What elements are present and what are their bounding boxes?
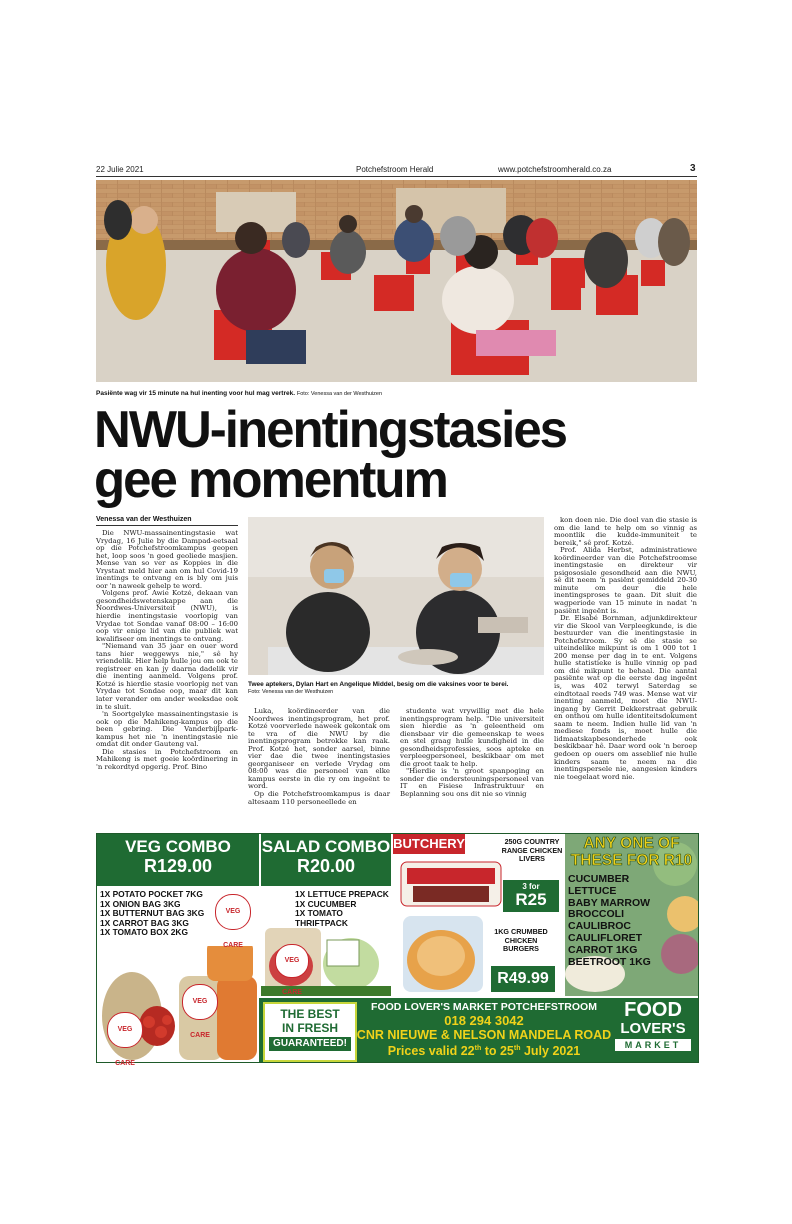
website: www.potchefstroomherald.co.za <box>498 165 612 174</box>
prices-validity <box>359 1044 609 1058</box>
col1-paragraph: Die stasies in Potchefstroom en Mahikeng is met goeie koördinering in 'n rekordtyd opgerig. Prof. Bino <box>96 747 238 771</box>
inset-caption-credit: Foto: Venessa van der Westhuizen <box>248 688 334 695</box>
store-info-strip <box>259 998 698 1062</box>
veg-combo-item: 1X BUTTERNUT BAG 3KG <box>100 908 205 919</box>
veg-combo-item: 1X ONION BAG 3KG <box>100 898 181 909</box>
top-caption-text: Pasiënte wag vir 15 minute na hul inenting voor hul mag vertrek. <box>96 390 296 397</box>
col3-paragraph: studente wat vrywillig met die hele inentingsprogram help. "Die universiteit sien hierdie as 'n geleentheid om diensbaar vir die gemeenskap te wees en stel graag hulle kundigheid in die gesondheidsprofessies, soos apteke en verpleegpersoneel, beskikbaar om met die groot taak te help. <box>400 707 544 768</box>
any-one-title-2: THESE FOR R10 <box>570 852 693 869</box>
article-column-2 <box>248 708 390 806</box>
veg-combo-item: 1X POTATO POCKET 7KG <box>100 889 203 899</box>
butchery-label: BUTCHERY <box>393 834 465 854</box>
food-lovers-logo <box>611 1000 695 1060</box>
validity-prefix: Prices valid 22 <box>387 1044 475 1058</box>
any-one-title-1: ANY ONE OF <box>583 835 680 852</box>
article-column-3 <box>400 708 544 799</box>
veg-combo-title: VEG COMBO <box>125 837 231 856</box>
validity-sup-2: th <box>513 1044 521 1052</box>
food-lovers-advert <box>96 833 699 1067</box>
col1-paragraph: Die NWU-massainentingstasie wat Vrydag, 16 Julie by die Dampad-eetsaal op die Potchefstroomkampus geopen het, loop soos 'n goed geoliede masjien. Mense van so ver as Koppies in die Vrystaat meld hier aan om hul Covid-19 inentings te ontvang en is bly om juis oor 'n naweek gehelp te word. <box>96 529 238 590</box>
livers-deal: 3 for <box>522 882 540 891</box>
veg-combo-panel <box>97 834 259 1067</box>
headline-line-1: NWU-inentingstasies <box>94 399 567 458</box>
col3-paragraph: "Hierdie is 'n groot spanpoging en sonder die ondersteuningspersoneel van IT en Fisiese Infrastruktuur en Beplanning sou ons dit nie so vinnig <box>400 767 544 799</box>
inset-caption-text: Twee aptekers, Dylan Hart en Angelique Middel, besig om die vaksines voor te berei. <box>248 681 509 688</box>
col2-paragraph: Op die Potchefstroomkampus is daar altesaam 110 personeellede en <box>248 790 390 806</box>
any-one-panel <box>565 834 698 996</box>
pharmacists-photo <box>248 517 544 675</box>
butchery-panel <box>393 834 563 996</box>
any-one-item: CUCUMBER <box>568 873 630 885</box>
col4-paragraph: kon doen nie. Die doel van die stasie is om die land te help om so vinnig as moontlik die kudde-immuniteit te bereik," sê prof. Kotzé. <box>554 516 697 547</box>
col1-paragraph: Volgens prof. Awie Kotzé, dekaan van gesondheidswetenskappe aan die Noordwes-Universiteit (NWU), is hierdie inentingstasie voorlopig van Vrydae tot Sondae vanaf 08:00 – 16:00 oop vir enige lid van die publiek wat kwalifiseer om inentings te ontvang. <box>96 589 238 643</box>
col4-paragraph: Dr. Elsabé Bornman, adjunkdirekteur vir die Skool van Verpleegkunde, is die bestuurder van die inentingstasie in Potchefstroom. Sy sê die stasie se uiteindelike mikpunt is om 1 000 tot 1 200 mense per dag in te ent. Volgens hulle statistieke is hulle vinnig op pad om dié mikpunt te behaal. Die aantal pasiënte wat op die eerste dag ingeënt is, was 402 terwyl Saterdag se eindtotaal reeds 749 was. Mense wat vir inenting aanmeld, moet die NWU-ingang by Gerrit Dekkerstraat gebruik en onthou om hulle identiteitsdokument saam te neem. Indien hulle lid van 'n mediese fonds is, moet hulle die lidmaatskapbesonderhede ook beskikbaar hê. Daar word ook 'n beroep gedoen op ouers om asseblief nie hulle kinders saam te neem na die inentingspersele nie, aangesien kinders nie toegelaat word nie. <box>554 614 697 781</box>
livers-price: R25 <box>515 890 547 909</box>
article-column-1 <box>96 530 238 772</box>
any-one-item: BEETROOT 1KG <box>568 955 651 968</box>
any-one-item: BROCCOLI <box>568 908 624 921</box>
livers-price-box <box>503 880 559 912</box>
salad-combo-banner <box>261 834 391 886</box>
veg-combo-item: 1X CARROT BAG 3KG <box>100 917 189 928</box>
store-name: FOOD LOVER'S MARKET POTCHEFSTROOM <box>371 1001 597 1013</box>
headline-line-2: gee momentum <box>94 449 447 508</box>
store-phone: 018 294 3042 <box>444 1013 524 1028</box>
salad-combo-panel <box>261 834 391 996</box>
validity-suffix: July 2021 <box>520 1044 581 1058</box>
logo-line-3: MARKET <box>615 1039 691 1051</box>
byline: Venessa van der Westhuizen <box>96 516 192 523</box>
any-one-item: CARROT 1KG <box>568 943 638 956</box>
veg-care-badge: VEG CARE <box>182 984 218 1020</box>
store-address: CNR NIEUWE & NELSON MANDELA ROAD <box>356 1028 612 1042</box>
any-one-item: CAULIBROC <box>568 920 631 933</box>
newspaper-name: Potchefstroom Herald <box>356 165 434 174</box>
veg-care-badge: VEG CARE <box>215 894 251 930</box>
header-rule <box>96 176 697 177</box>
col4-paragraph: Prof. Alida Herbst, administratiewe koördineerder van die Potchefstroomse inentingstasie en direkteur vir psigososiale gesondheid aan die NWU, sê dit neem 'n pasiënt gemiddeld 20-30 minute om deur die hele inentingsproses te gaan. Dit sluit die wagperiode van 15 minute in nadat 'n pasiënt ingeënt is. <box>554 546 697 615</box>
any-one-item: LETTUCE <box>568 884 617 897</box>
salad-combo-price: R20.00 <box>296 856 356 876</box>
burgers-description: 1KG CRUMBED CHICKEN BURGERS <box>494 927 548 954</box>
chicken-burgers-pack-image <box>397 910 489 996</box>
article-column-4 <box>554 517 697 781</box>
veg-combo-price: R129.00 <box>143 856 213 876</box>
top-photo-caption <box>96 390 697 398</box>
waiting-room-photo <box>96 180 697 382</box>
validity-middle: to 25 <box>481 1044 514 1058</box>
chicken-livers-pack-image <box>399 856 503 912</box>
veg-care-badge: VEG CARE <box>275 944 309 978</box>
any-one-item: CAULIFLORET <box>568 931 643 944</box>
col1-paragraph: "Niemand van 35 jaar en ouer word tans hier weggewys nie," sê hy vriendelik. Hier help hulle jou om ook te registreer en kan jy daarna dadelik vir die inenting aanmeld. Volgens prof. Kotzé is hierdie stasie voorlopig net van Vrydae tot Sondae oop, maar dit kan later verander om ander weeksdae ook in te sluit. <box>96 642 238 711</box>
col1-paragraph: 'n Soortgelyke massainentingstasie is ook op die Mahikeng-kampus op die been gebring. Die Vanderbijlpark-kampus het nie 'n inentingstasie nie omdat dit onder Gauteng val. <box>96 710 238 749</box>
logo-line-1: FOOD <box>624 999 682 1021</box>
validity-sup-1: th <box>474 1044 482 1052</box>
veg-combo-item: 1X TOMATO BOX 2KG <box>100 927 188 938</box>
byline-rule <box>96 525 238 526</box>
issue-date: 22 Julie 2021 <box>96 165 144 174</box>
veg-combo-banner <box>97 834 259 886</box>
slogan-box <box>263 1002 357 1062</box>
col2-paragraph: Luka, koördineerder van die Noordwes inentingsprogram, het prof. Kotzé voorverlede naweek gekontak om te vra of die NWU by die inentingsprogram betrokke kan raak. Prof. Kotzé het, sonder aarsel, binne vier dae die twee inentingstasies georganiseer en verlede Vrydag om 08:00 was die personeel van elke kampus eerste in die ry om ingeënt te word. <box>248 707 390 791</box>
salad-combo-item: 1X LETTUCE PREPACK <box>295 889 389 899</box>
top-caption-credit: Foto: Venessa van der Westhuizen <box>296 391 383 397</box>
veg-care-badge: VEG CARE <box>107 1012 143 1048</box>
logo-line-2: LOVER'S <box>620 1020 686 1037</box>
slogan-guaranteed: GUARANTEED! <box>269 1037 351 1051</box>
salad-combo-item: 1X TOMATO THRIFTPACK <box>295 908 348 928</box>
any-one-items <box>568 874 651 968</box>
veg-combo-items <box>100 890 204 938</box>
inset-photo-caption <box>248 681 548 696</box>
salad-combo-title: SALAD COMBO <box>261 837 391 856</box>
page-number: 3 <box>690 163 696 174</box>
salad-combo-item: 1X CUCUMBER <box>295 898 357 909</box>
burgers-price: R49.99 <box>491 966 555 992</box>
livers-description: 250G COUNTRY RANGE CHICKEN LIVERS <box>501 837 563 864</box>
any-one-item: BABY MARROW <box>568 896 651 909</box>
slogan-line: IN FRESH <box>281 1021 338 1035</box>
slogan-line: THE BEST <box>280 1007 340 1021</box>
